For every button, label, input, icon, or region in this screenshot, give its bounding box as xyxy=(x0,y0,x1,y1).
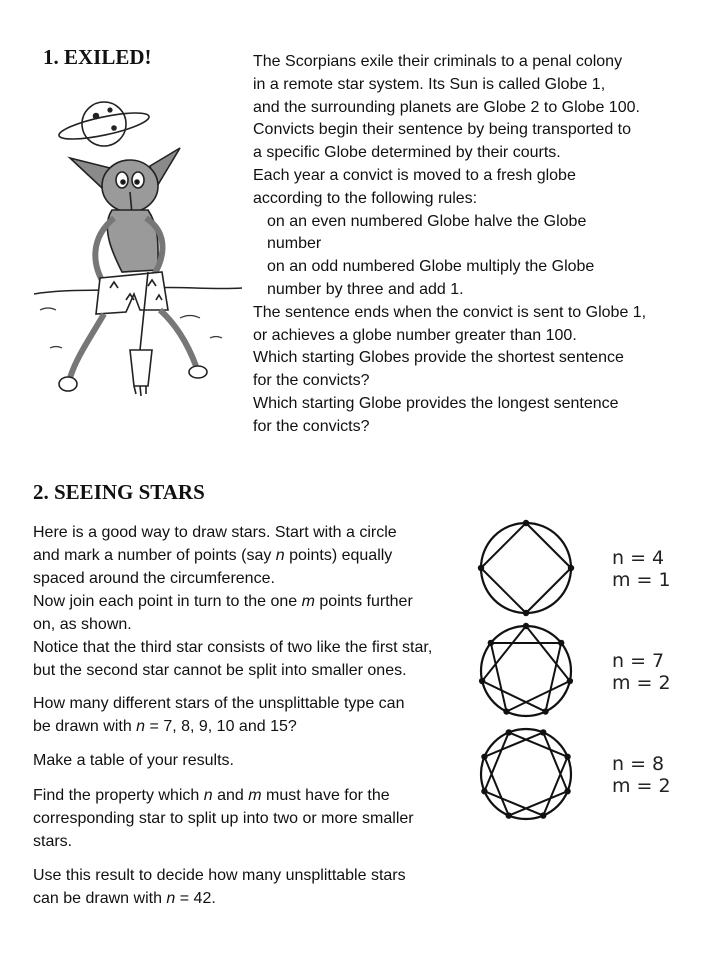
star-point xyxy=(540,812,546,818)
section2-intro xyxy=(33,521,432,682)
question-line: for the convicts? xyxy=(253,372,370,390)
text-line: Use this result to decide how many unsplittable stars xyxy=(33,867,406,884)
question-2 xyxy=(33,749,234,772)
star-point xyxy=(481,754,487,760)
text-line: The Scorpians exile their criminals to a penal colony xyxy=(253,53,623,70)
text-line: spaced around the circumference. xyxy=(33,570,275,587)
text-line: can be drawn with n = 42. xyxy=(33,890,216,907)
star-point xyxy=(568,565,574,571)
star-point xyxy=(542,708,548,714)
star-circle xyxy=(481,523,571,613)
star-point xyxy=(523,610,529,616)
section1-heading: 1. EXILED! xyxy=(43,45,152,69)
text-line: a specific Globe determined by their courts. xyxy=(253,144,561,162)
question-line: Which starting Globes provide the shortest sentence xyxy=(253,349,624,367)
rule-line: on an odd numbered Globe multiply the Globe xyxy=(267,258,595,276)
alien-convict-illustration xyxy=(30,88,245,418)
star-point xyxy=(478,565,484,571)
star-diagrams xyxy=(462,513,692,843)
text-line: corresponding star to split up into two or more smaller xyxy=(33,810,414,827)
star-point xyxy=(479,678,485,684)
rule-line: number xyxy=(267,235,322,253)
star-diagram-4 xyxy=(478,520,671,616)
text-line: be drawn with n = 7, 8, 9, 10 and 15? xyxy=(33,718,297,735)
star-point xyxy=(564,788,570,794)
text-line: on, as shown. xyxy=(33,616,132,633)
question-line: Which starting Globe provides the longest sentence xyxy=(253,394,619,412)
star-diagram-8 xyxy=(481,729,671,819)
rule-line: on an even numbered Globe halve the Globe xyxy=(267,212,587,230)
question-1 xyxy=(33,692,404,738)
text-line: Find the property which n and m must have for the xyxy=(33,787,390,804)
star-circle xyxy=(481,729,571,819)
m-label: m = 2 xyxy=(612,672,671,694)
text-line: and the surrounding planets are Globe 2 to Globe 100. xyxy=(253,98,640,116)
question-4 xyxy=(33,864,406,910)
text-line: stars. xyxy=(33,833,73,850)
star-diagram-7 xyxy=(479,623,671,716)
m-label: m = 2 xyxy=(612,775,671,797)
text-line: according to the following rules: xyxy=(253,189,478,207)
section1-text xyxy=(253,51,646,439)
star-point xyxy=(523,520,529,526)
text-line: but the second star cannot be split into smaller ones. xyxy=(33,662,407,679)
section2-heading: 2. SEEING STARS xyxy=(33,480,205,504)
n-label: n = 7 xyxy=(612,650,665,672)
text-line: How many different stars of the unsplittable type can xyxy=(33,695,405,712)
text-line: The sentence ends when the convict is sent to Globe 1, xyxy=(253,303,647,321)
question-3 xyxy=(33,784,414,853)
star-point xyxy=(506,729,512,735)
m-label: m = 1 xyxy=(612,569,671,591)
star-point xyxy=(488,640,494,646)
text-line: Make a table of your results. xyxy=(33,752,234,769)
text-line: Convicts begin their sentence by being transported to xyxy=(253,121,632,139)
rule-line: number by three and add 1. xyxy=(267,280,464,298)
star-point xyxy=(523,623,529,629)
n-label: n = 8 xyxy=(612,753,665,775)
ringed-planet-icon xyxy=(57,102,151,146)
star-chord xyxy=(482,626,526,681)
star-point xyxy=(503,708,509,714)
text-line: Now join each point in turn to the one m points further xyxy=(33,593,413,610)
star-point xyxy=(540,729,546,735)
text-line: and mark a number of points (say n points) equally xyxy=(33,547,393,564)
text-line: Each year a convict is moved to a fresh globe xyxy=(253,166,576,184)
text-line: Notice that the third star consists of two like the first star, xyxy=(33,639,433,656)
star-point xyxy=(558,640,564,646)
question-line: for the convicts? xyxy=(253,417,370,435)
star-point xyxy=(564,754,570,760)
star-chord xyxy=(526,626,570,681)
text-line: in a remote star system. Its Sun is called Globe 1, xyxy=(253,75,606,93)
text-line: Here is a good way to draw stars. Start with a circle xyxy=(33,524,397,541)
text-line: or achieves a globe number greater than 100. xyxy=(253,326,577,344)
n-label: n = 4 xyxy=(612,547,665,569)
star-point xyxy=(481,788,487,794)
star-point xyxy=(506,812,512,818)
star-point xyxy=(567,678,573,684)
